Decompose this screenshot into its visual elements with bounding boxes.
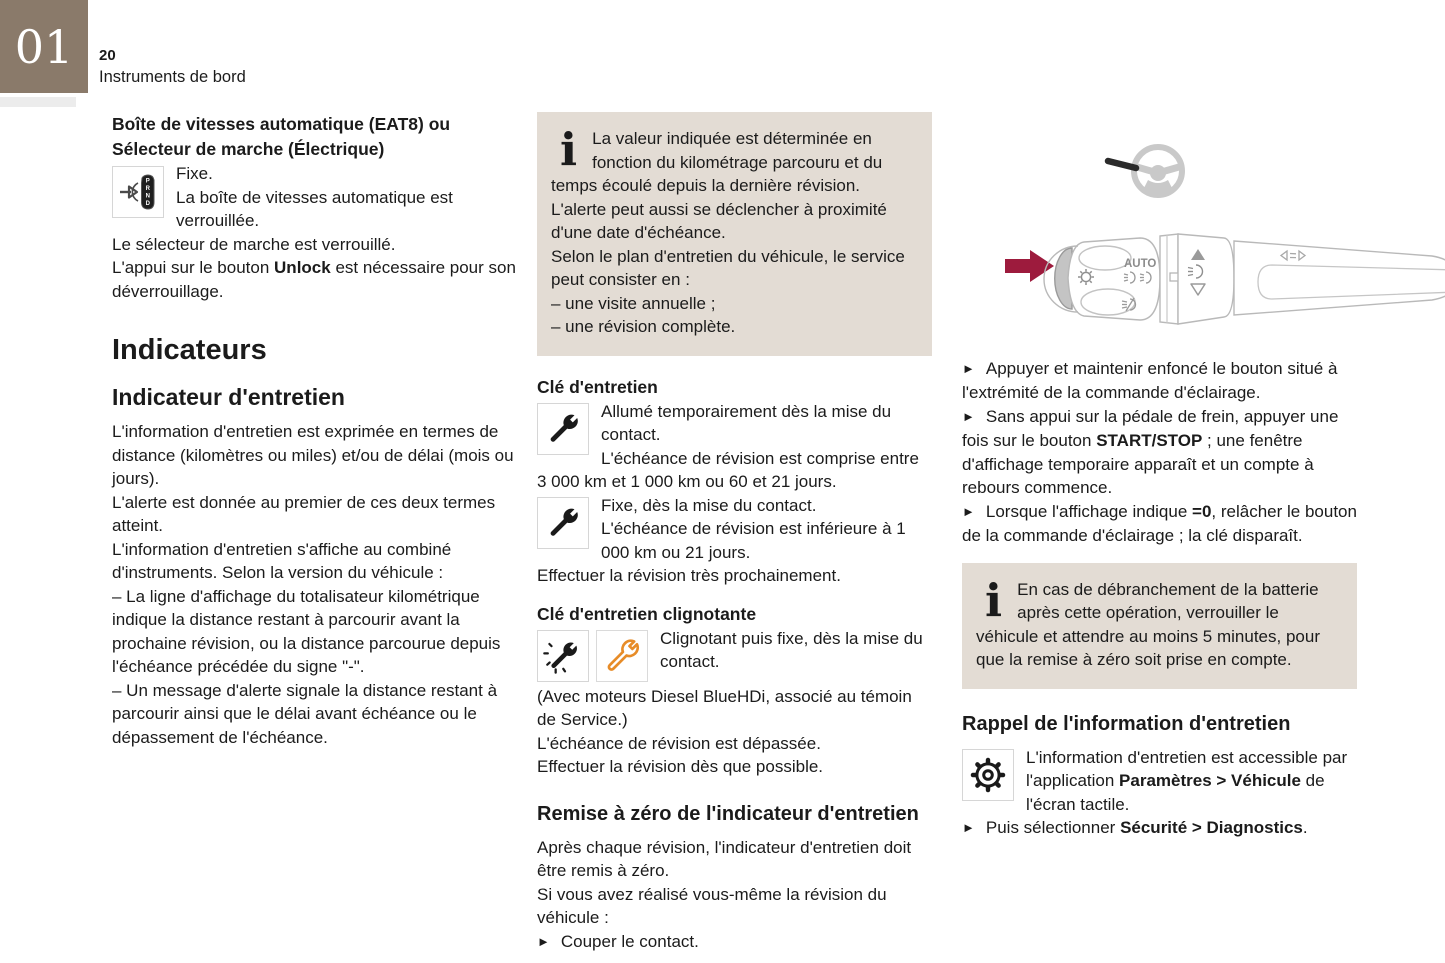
info-icon: i: [560, 123, 578, 176]
paragraph: L'échéance de révision est dépassée.: [537, 733, 821, 753]
list-item: – Un message d'alerte signale la distance restant à parcourir ainsi que le délai avant échéance ou le dépassement de l'échéance.: [112, 680, 498, 747]
paragraph: Selon le plan d'entretien du véhicule, le service peut consister en :: [551, 246, 905, 289]
wrench-icon: [537, 497, 589, 549]
paragraph: Fixe.: [176, 164, 213, 183]
wrench-icon: [537, 403, 589, 455]
paragraph: La valeur indiquée est déterminée en fonction du kilométrage parcouru et du temps écoulé depuis la dernière révision.: [551, 129, 883, 195]
indicators-title: Indicateurs: [112, 334, 267, 366]
settings-gear-icon: [962, 749, 1014, 801]
step-arrow-icon: ►: [537, 933, 550, 949]
step-item: ► Appuyer et maintenir enfoncé le bouton situé à l'extrémité de la commande d'éclairage.: [962, 358, 1338, 402]
paragraph: Le sélecteur de marche est verrouillé.: [112, 234, 396, 254]
list-item: – une révision complète.: [551, 317, 736, 336]
icon-pair: [537, 630, 648, 682]
section-title: Instruments de bord: [99, 68, 246, 86]
gearbox-heading: Boîte de vitesses automatique (EAT8) ou Sélecteur de marche (Électrique): [112, 114, 451, 159]
paragraph: L'alerte est donnée au premier de ces deux termes atteint.: [112, 492, 496, 535]
svg-text:P: P: [145, 178, 150, 185]
info-icon: i: [985, 573, 1003, 627]
step-item: ► Sans appui sur la pédale de frein, appuyer une fois sur le bouton START/STOP ; une fenêtre d'affichage temporaire apparaît et un compte à rebours commence.: [962, 406, 1339, 497]
auto-label: AUTO: [1124, 258, 1157, 270]
recall-heading: Rappel de l'information d'entretien: [962, 712, 1291, 735]
paragraph: Clignotant puis fixe, dès la mise du contact.: [660, 628, 923, 671]
paragraph: (Avec moteurs Diesel BlueHDi, associé au témoin de Service.): [537, 686, 912, 729]
page-number: 20: [99, 47, 116, 64]
service-key-block-2: [537, 494, 932, 565]
paragraph: L'appui sur le bouton Unlock est nécessaire pour son déverrouillage.: [112, 258, 516, 301]
light-stalk-illustration: [962, 110, 1445, 338]
recall-block: [962, 746, 1357, 817]
service-key-block-1: [537, 400, 932, 494]
paragraph: Après chaque révision, l'indicateur d'entretien doit être remis à zéro.: [537, 837, 912, 880]
step-arrow-icon: ►: [962, 408, 975, 424]
paragraph: Effectuer la révision très prochainement.: [537, 566, 841, 585]
paragraph: L'échéance de révision est inférieure à 1 000 km ou 21 jours.: [601, 519, 906, 562]
service-key-blinking-block: [537, 627, 932, 685]
maintenance-indicator-title: Indicateur d'entretien: [112, 384, 345, 410]
info-box: [962, 563, 1357, 689]
step-arrow-icon: ►: [962, 360, 975, 376]
paragraph: L'alerte peut aussi se déclencher à proximité d'une date d'échéance.: [551, 199, 887, 242]
gear-selector-icon: [112, 166, 164, 218]
paragraph: En cas de débranchement de la batterie après cette opération, verrouiller le véhicule et attendre au moins 5 minutes, pour que la remise à zéro soit prise en compte.: [976, 579, 1320, 669]
wrench-outline-orange-icon: [596, 630, 648, 682]
paragraph: Si vous avez réalisé vous-même la révision du véhicule :: [537, 884, 887, 927]
step-item: ► Lorsque l'affichage indique =0, relâcher le bouton de la commande d'éclairage ; la clé disparaît.: [962, 501, 1357, 545]
column-center: [537, 112, 932, 954]
step-item: ► Couper le contact.: [537, 930, 932, 955]
steering-wheel-icon: [1108, 147, 1182, 195]
paragraph: Effectuer la révision dès que possible.: [537, 757, 824, 776]
step-arrow-icon: ►: [962, 820, 975, 835]
paragraph: L'échéance de révision est comprise entre 3 000 km et 1 000 km ou 60 et 21 jours.: [537, 448, 919, 491]
paragraph: L'information d'entretien est exprimée en termes de distance (kilomètres ou miles) et/ou de délai (mois ou jours).: [112, 422, 514, 488]
paragraph: La boîte de vitesses automatique est verrouillée.: [176, 187, 453, 230]
service-key-blinking-heading: Clé d'entretien clignotante: [537, 603, 757, 624]
chapter-number: 01: [14, 19, 74, 74]
svg-text:N: N: [145, 193, 150, 200]
wrench-blinking-icon: [537, 630, 589, 682]
list-item: – La ligne d'affichage du totalisateur kilométrique indique la distance restant à parcourir avant la prochaine révision, ou la distance parcourue depuis l'échéance précédée du signe "-".: [112, 586, 501, 676]
column-right: [962, 112, 1357, 841]
svg-text:R: R: [145, 186, 150, 192]
paragraph: L'information d'entretien s'affiche au combiné d'instruments. Selon la version du véhicule :: [112, 539, 452, 582]
column-left: [112, 112, 520, 749]
paragraph: Allumé temporairement dès la mise du contact.: [601, 401, 892, 444]
paragraph: L'information d'entretien est accessible par l'application Paramètres > Véhicule de l'écran tactile.: [1026, 747, 1348, 814]
chapter-tab: [0, 0, 88, 93]
list-item: – une visite annuelle ;: [551, 293, 716, 313]
next-chapter-tab-edge: [0, 97, 76, 107]
step-item: ► Puis sélectionner Sécurité > Diagnostics.: [962, 816, 1357, 841]
service-key-heading: Clé d'entretien: [537, 376, 658, 397]
info-box: [537, 112, 932, 356]
svg-text:D: D: [145, 201, 150, 207]
reset-heading: Remise à zéro de l'indicateur d'entretien: [537, 802, 919, 825]
gearbox-block: [112, 162, 520, 233]
paragraph: Fixe, dès la mise du contact.: [601, 495, 817, 515]
step-arrow-icon: ►: [962, 503, 975, 519]
